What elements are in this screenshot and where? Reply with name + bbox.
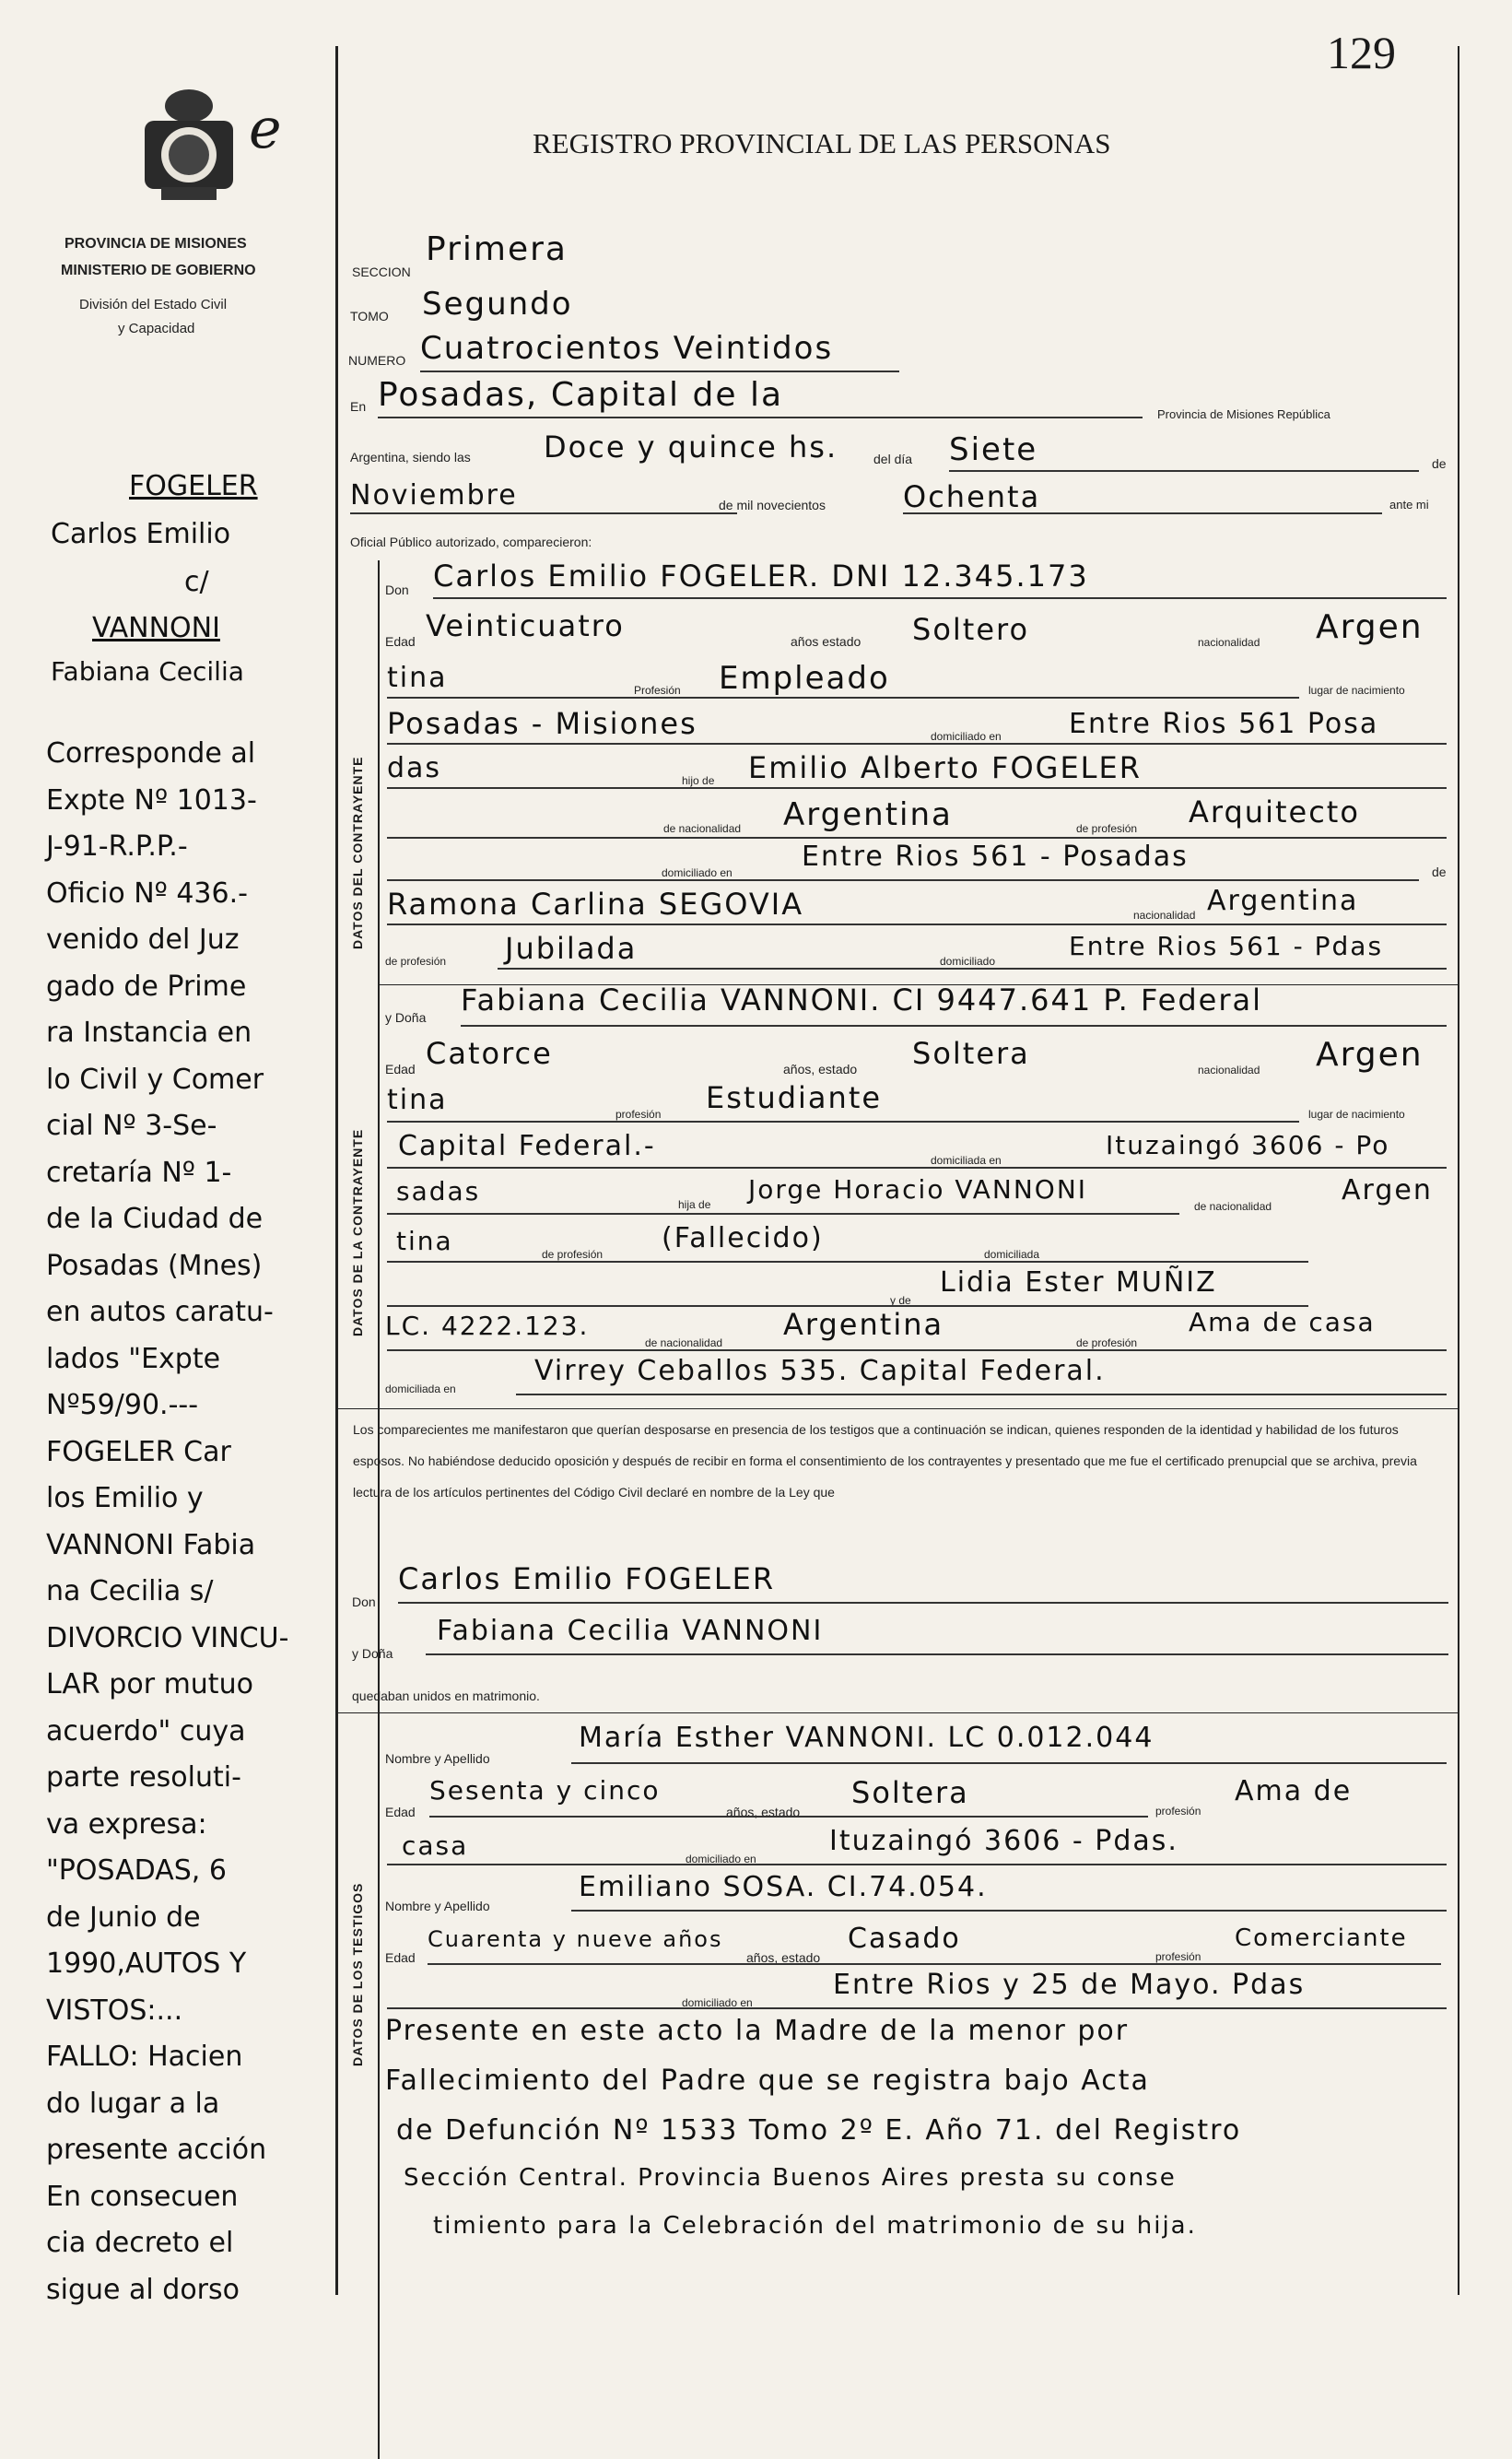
underline-union-don: [398, 1602, 1448, 1604]
seal-icon: [134, 88, 244, 207]
bride-nacionalidad: Argen: [1316, 1036, 1424, 1074]
bride-padre: Jorge Horacio VANNONI: [748, 1174, 1088, 1205]
margin-note-line: Posadas (Mnes): [46, 1249, 263, 1282]
label-profesion: Profesión: [634, 684, 681, 697]
margin-note-line: En consecuen: [46, 2180, 239, 2213]
label-w1-edad: Edad: [385, 1805, 416, 1819]
label-w2-edad: Edad: [385, 1950, 416, 1965]
margin-note-line: presente acción: [46, 2134, 267, 2166]
bride-madre-prof: Ama de casa: [1189, 1307, 1376, 1337]
bride-padre-nac: Argen: [1342, 1174, 1433, 1206]
section-vertical-rule: [378, 560, 380, 2459]
groom-padre-dom: Entre Rios 561 - Posadas: [802, 841, 1189, 873]
label-bride-prof: profesión: [615, 1108, 662, 1121]
label-hijo-de: hijo de: [682, 774, 715, 787]
groom-padre: Emilio Alberto FOGELER: [748, 750, 1142, 785]
value-dia: Siete: [949, 431, 1038, 468]
underline-w2-edad: [428, 1963, 1441, 1965]
note-line-2: Fallecimiento del Padre que se registra bajo Acta: [385, 2065, 1150, 2097]
value-mes: Noviembre: [350, 479, 518, 512]
label-madre-nac: nacionalidad: [1133, 909, 1196, 922]
margin-note-line: de Junio de: [46, 1900, 201, 1934]
label-w2-dom: domiciliado en: [682, 1996, 753, 2009]
label-bride-edad: Edad: [385, 1062, 416, 1077]
page-number: 129: [1327, 27, 1396, 78]
label-provincia: Provincia de Misiones República: [1157, 407, 1330, 421]
value-seccion: Primera: [426, 230, 568, 268]
margin-note-line: cia decreto el: [46, 2227, 234, 2259]
margin-name-2: Fabiana Cecilia: [51, 656, 244, 687]
margin-note-line: de la Ciudad de: [46, 1203, 264, 1235]
underline-groom-padre-dom: [387, 879, 1419, 881]
side-label-contrayente: DATOS DEL CONTRAYENTE: [350, 756, 365, 949]
label-nacionalidad: nacionalidad: [1198, 636, 1260, 649]
value-anio: Ochenta: [903, 479, 1041, 514]
margin-note-line: do lugar a la: [46, 2087, 220, 2120]
label-hija-de: hija de: [678, 1198, 711, 1211]
note-line-3: de Defunción Nº 1533 Tomo 2º E. Año 71. del Registro: [396, 2114, 1242, 2147]
margin-note-line: 1990,AUTOS Y: [46, 1947, 247, 1980]
margin-note-line: Nº59/90.---: [46, 1389, 199, 1421]
label-w2-prof: profesión: [1155, 1950, 1201, 1963]
union-dona: Fabiana Cecilia VANNONI: [437, 1615, 824, 1647]
value-hora: Doce y quince hs.: [544, 429, 838, 465]
label-argentina: Argentina, siendo las: [350, 450, 471, 465]
label-mil: de mil novecientos: [719, 498, 826, 512]
underline-w2-dom: [387, 2007, 1447, 2009]
label-union-don: Don: [352, 1594, 376, 1609]
label-bride-anos-estado: años, estado: [783, 1062, 858, 1077]
witness2-profesion: Comerciante: [1235, 1924, 1408, 1952]
underline-groom-lugar: [387, 743, 1447, 745]
underline-groom-madre-prof: [498, 968, 1447, 970]
label-bride-padre-nac: de nacionalidad: [1194, 1200, 1272, 1213]
margin-note-line: Corresponde al: [46, 737, 256, 770]
note-line-5: timiento para la Celebración del matrimonio de su hija.: [433, 2212, 1197, 2240]
margin-name-1: Carlos Emilio: [51, 518, 231, 550]
statement-paragraph: Los comparecientes me manifestaron que querían desposarse en presencia de los testigos que a continuación se indican, quienes responden de la identidad y habilidad de los futuros esposos. No habiéndose deducido oposición y después de recibir en forma el consentimiento de los contrayentes y presentado que me fue el certificado prenupcial que se archiva, previa lectura de los artículos pertinentes del Código Civil declaré en nombre de la Ley que: [353, 1422, 1417, 1500]
value-en: Posadas, Capital de la: [378, 376, 783, 414]
label-domiciliado: domiciliado en: [931, 730, 1002, 743]
groom-madre-nac: Argentina: [1207, 885, 1359, 917]
bride-nac2: tina: [387, 1084, 448, 1116]
label-bride-dom: domiciliada en: [931, 1154, 1002, 1167]
seal-emblem: [134, 88, 244, 207]
groom-padre-prof: Arquitecto: [1189, 794, 1360, 829]
value-numero: Cuatrocientos Veintidos: [420, 330, 834, 367]
margin-note-line: FALLO: Hacien: [46, 2041, 243, 2073]
underline-bride-padre: [387, 1213, 1179, 1215]
province-name: PROVINCIA DE MISIONES: [64, 236, 247, 252]
margin-note-line: acuerdo" cuya: [46, 1714, 246, 1747]
label-bride-madre-dom: domiciliada en: [385, 1382, 456, 1395]
label-ante-mi: ante mi: [1389, 498, 1429, 512]
right-vertical-rule: [1458, 46, 1459, 2295]
underline-groom-madre: [387, 924, 1447, 925]
label-y-dona: y Doña: [385, 1010, 427, 1025]
bride-edad: Catorce: [426, 1036, 553, 1071]
margin-note-line: "POSADAS, 6: [46, 1854, 227, 1887]
note-line-1: Presente en este acto la Madre de la menor por: [385, 2015, 1130, 2047]
underline-bride-madre-dom: [516, 1394, 1447, 1395]
label-padre-prof: de profesión: [1076, 822, 1138, 835]
label-anos-estado: años estado: [791, 634, 861, 649]
witness1-estado: Soltera: [851, 1775, 969, 1810]
division-name-2: y Capacidad: [118, 321, 195, 336]
bride-madre-nac: Argentina: [783, 1307, 944, 1342]
bride-nac3: tina: [396, 1226, 453, 1256]
margin-note-line: los Emilio y: [46, 1482, 204, 1514]
note-line-4: Sección Central. Provincia Buenos Aires presta su conse: [404, 2164, 1177, 2192]
label-quedaban: quedaban unidos en matrimonio.: [352, 1688, 540, 1703]
underline-groom-prof: [387, 697, 1299, 699]
label-union-dona: y Doña: [352, 1646, 393, 1661]
label-seccion: SECCION: [352, 265, 411, 279]
groom-dom2: das: [387, 752, 442, 784]
margin-note-line: gado de Prime: [46, 970, 247, 1003]
label-bride-madre-prof: de profesión: [1076, 1336, 1138, 1349]
bride-profesion: Estudiante: [706, 1080, 883, 1115]
label-tomo: TOMO: [350, 309, 389, 324]
underline-bride-lugar: [387, 1167, 1447, 1169]
underline-w1-name: [571, 1762, 1447, 1764]
side-label-contrayente-2: DATOS DE LA CONTRAYENTE: [350, 1128, 365, 1336]
groom-domicilio: Entre Rios 561 Posa: [1069, 708, 1379, 740]
ministry-name: MINISTERIO DE GOBIERNO: [61, 263, 256, 278]
margin-conj: c/: [184, 566, 209, 598]
underline-w1-dom: [387, 1864, 1447, 1865]
label-w2-nombre: Nombre y Apellido: [385, 1899, 490, 1913]
margin-note-line: DIVORCIO VINCU-: [46, 1621, 289, 1654]
margin-note-line: parte resoluti-: [46, 1761, 241, 1794]
division-name: División del Estado Civil: [79, 297, 228, 312]
margin-note-line: cretaría Nº 1-: [46, 1156, 232, 1189]
groom-lugar: Posadas - Misiones: [387, 706, 697, 741]
underline-numero: [420, 371, 899, 372]
margin-note-line: sigue al dorso: [46, 2273, 240, 2306]
label-oficial: Oficial Público autorizado, comparecieron:: [350, 535, 592, 549]
underline-groom-padre-nac: [387, 837, 1447, 839]
label-w1-nombre: Nombre y Apellido: [385, 1751, 490, 1766]
label-numero: NUMERO: [348, 353, 406, 368]
underline-bride-name: [461, 1025, 1447, 1027]
label-bride-padre-prof: de profesión: [542, 1248, 604, 1261]
margin-note-line: va expresa:: [46, 1807, 207, 1841]
value-tomo: Segundo: [422, 286, 573, 323]
bride-estado: Soltera: [912, 1036, 1030, 1071]
groom-name: Carlos Emilio FOGELER. DNI 12.345.173: [433, 559, 1089, 594]
label-w1-dom: domiciliado en: [686, 1853, 756, 1865]
bride-padre-prof: (Fallecido): [662, 1222, 824, 1254]
margin-note-line: en autos caratu-: [46, 1296, 274, 1328]
witness2-estado: Casado: [848, 1923, 961, 1955]
groom-profesion: Empleado: [719, 660, 890, 697]
document-title: REGISTRO PROVINCIAL DE LAS PERSONAS: [533, 127, 1111, 159]
label-padre-nac: de nacionalidad: [663, 822, 742, 835]
label-en: En: [350, 399, 367, 414]
label-w2-estado: años, estado: [746, 1950, 821, 1965]
label-edad: Edad: [385, 634, 416, 649]
witness2-domicilio: Entre Rios y 25 de Mayo. Pdas: [833, 1969, 1306, 2001]
margin-surname-2: VANNONI: [92, 612, 220, 644]
margin-note-line: lados "Expte: [46, 1342, 221, 1375]
underline-groom-name: [433, 597, 1447, 599]
margin-note-line: na Cecilia s/: [46, 1575, 214, 1607]
bride-madre: Lidia Ester MUÑIZ: [940, 1266, 1217, 1299]
underline-union-dona: [426, 1653, 1448, 1655]
label-lugar: lugar de nacimiento: [1308, 684, 1405, 697]
bride-name: Fabiana Cecilia VANNONI. CI 9447.641 P. Federal: [461, 982, 1263, 1018]
underline-dia: [949, 470, 1419, 472]
margin-note-line: J-91-R.P.P.-: [46, 830, 188, 863]
divider-bride-paragraph: [337, 1408, 1458, 1409]
bride-dom2: sadas: [396, 1176, 481, 1206]
bride-lugar: Capital Federal.-: [398, 1130, 656, 1162]
label-y-de: y de: [890, 1294, 911, 1307]
label-bride-madre-nac: de nacionalidad: [645, 1336, 723, 1349]
union-don: Carlos Emilio FOGELER: [398, 1561, 776, 1596]
main-vertical-rule: [335, 46, 338, 2295]
groom-padre-nac: Argentina: [783, 796, 953, 833]
label-bride-nac: nacionalidad: [1198, 1064, 1260, 1077]
seal-letter: e: [249, 97, 282, 161]
label-bride-padre-dom: domiciliada: [984, 1248, 1040, 1261]
side-label-testigos: DATOS DE LOS TESTIGOS: [350, 1882, 365, 2066]
witness1-profesion: Ama de: [1235, 1775, 1353, 1807]
groom-nacionalidad: Argen: [1316, 608, 1424, 646]
witness1-prof2: casa: [402, 1830, 469, 1861]
margin-note-line: venido del Juz: [46, 924, 240, 956]
label-del-dia: del día: [873, 452, 913, 466]
label-don: Don: [385, 582, 409, 597]
margin-note-line: ra Instancia en: [46, 1017, 252, 1049]
underline-mes: [350, 512, 737, 514]
divider-witnesses: [337, 1712, 1458, 1713]
bride-domicilio: Ituzaingó 3606 - Po: [1106, 1130, 1390, 1160]
label-padre-dom: domiciliado en: [662, 866, 733, 879]
underline-bride-prof: [387, 1121, 1299, 1123]
margin-note-line: VISTOS:...: [46, 1994, 183, 2027]
underline-bride-madre-doc: [387, 1349, 1447, 1351]
margin-note-line: Expte Nº 1013-: [46, 783, 257, 817]
underline-groom-padre: [387, 787, 1447, 789]
bride-madre-dom: Virrey Ceballos 535. Capital Federal.: [534, 1355, 1106, 1387]
underline-en: [378, 417, 1143, 418]
underline-w1-edad: [429, 1816, 1148, 1818]
margin-note-line: VANNONI Fabia: [46, 1528, 256, 1561]
underline-bride-padre-prof: [387, 1261, 1308, 1263]
groom-madre: Ramona Carlina SEGOVIA: [387, 887, 804, 922]
label-w1-prof: profesión: [1155, 1805, 1201, 1818]
witness2-name: Emiliano SOSA. CI.74.054.: [579, 1871, 988, 1903]
margin-note-line: LAR por mutuo: [46, 1668, 253, 1700]
witness1-edad: Sesenta y cinco: [429, 1775, 661, 1806]
groom-madre-prof: Jubilada: [505, 931, 638, 966]
witness1-domicilio: Ituzaingó 3606 - Pdas.: [829, 1825, 1178, 1857]
groom-nac2: tina: [387, 662, 448, 694]
label-w1-estado: años, estado: [726, 1805, 801, 1819]
margin-note-line: FOGELER Car: [46, 1435, 231, 1468]
label-bride-lugar: lugar de nacimiento: [1308, 1108, 1405, 1121]
label-de-2: de: [1432, 865, 1447, 879]
witness2-edad: Cuarenta y nueve años: [428, 1926, 723, 1952]
groom-edad: Veinticuatro: [426, 608, 625, 643]
witness1-name: María Esther VANNONI. LC 0.012.044: [579, 1722, 1155, 1754]
label-madre-prof: de profesión: [385, 955, 447, 968]
margin-surname-1: FOGELER: [129, 470, 258, 502]
label-madre-dom: domiciliado: [940, 955, 996, 968]
groom-estado: Soltero: [912, 612, 1030, 647]
label-de: de: [1432, 456, 1447, 471]
margin-note-line: Oficio Nº 436.-: [46, 877, 248, 910]
underline-anio: [903, 512, 1382, 514]
margin-note-line: lo Civil y Comer: [46, 1063, 264, 1096]
groom-madre-dom: Entre Rios 561 - Pdas: [1069, 931, 1384, 961]
margin-note-line: cial Nº 3-Se-: [46, 1110, 217, 1142]
bride-madre-doc: LC. 4222.123.: [385, 1311, 590, 1341]
underline-w2-name: [571, 1910, 1447, 1912]
